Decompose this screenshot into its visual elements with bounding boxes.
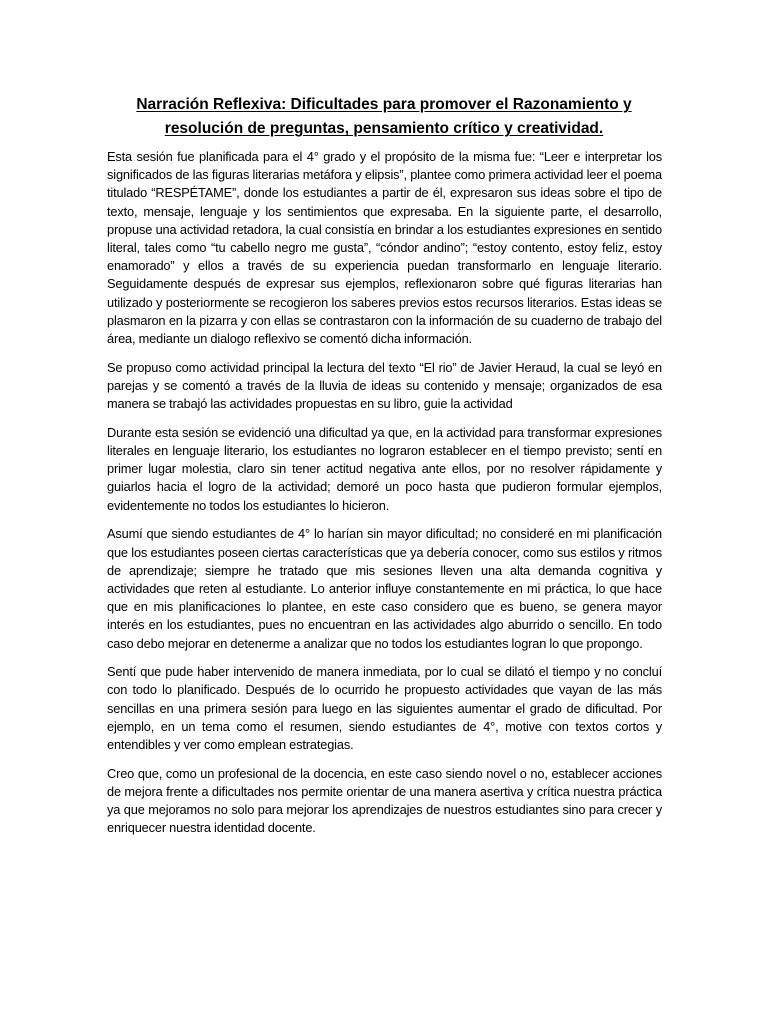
paragraph-1: Esta sesión fue planificada para el 4° grado y el propósito de la misma fue: “Leer e interpretar los significados de las figuras literarias metáfora y elipsis”, plantee como primera actividad leer el poema titulado “RESPÉTAME”, donde los estudiantes a partir de él, expresaron sus ideas sobre el tipo de texto, mensaje, lenguaje y los sentimientos que expresaba. En la siguiente parte, el desarrollo, propuse una actividad retadora, la cual consistía en brindar a los estudiantes expresiones en sentido literal, tales como “tu cabello negro me gusta”, “cóndor andino”; “estoy contento, estoy feliz, estoy enamorado” y ellos a través de su experiencia puedan transformarlo en lenguaje literario. Seguidamente después de expresar sus ejemplos, reflexionaron sobre qué figuras literarias han utilizado y posteriormente se recogieron los saberes previos estos recursos literarios. Estas ideas se plasmaron en la pizarra y con ellas se contrastaron con la información de su cuaderno de trabajo del área, mediante un dialogo reflexivo se comentó dicha información.	[107, 149, 662, 347]
document-title-text: Narración Reflexiva: Dificultades para promover el Razonamiento y resolución de preguntas, pensamiento crítico y creatividad.	[136, 96, 632, 137]
paragraph-3: Durante esta sesión se evidenció una dificultad ya que, en la actividad para transformar expresiones literales en lenguaje literario, los estudiantes no lograron establecer en el tiempo previsto; sentí en primer lugar molestia, claro sin tener actitud negativa ante ellos, por no resolver rápidamente y guiarlos hacia el logro de la actividad; demoré un poco hasta que pudieron formular ejemplos, evidentemente no todos los estudiantes lo hicieron.	[107, 424, 662, 513]
paragraph-4: Asumí que siendo estudiantes de 4° lo harían sin mayor dificultad; no consideré en mi planificación que los estudiantes poseen ciertas características que ya debería conocer, como sus estilos y ritmos de aprendizaje; siempre he tratado que mis sesiones lleven una alta demanda cognitiva y actividades que reten al estudiante. Lo anterior influye constantemente en mi práctica, lo que hace que en mis planificaciones lo plantee, en este caso considero que es bueno, se genera mayor interés en los estudiantes, pues no encuentran en las actividades algo aburrido o sencillo. En todo caso debo mejorar en detenerme a analizar que no todos los estudiantes logran lo que propongo.	[107, 526, 662, 651]
paragraph-5: Sentí que pude haber intervenido de manera inmediata, por lo cual se dilató el tiempo y no concluí con todo lo planificado. Después de lo ocurrido he propuesto actividades que vayan de las más sencillas en una primera sesión para luego en las siguientes aumentar el grado de dificultad. Por ejemplo, en un tema como el resumen, siendo estudiantes de 4°, motive con textos cortos y entendibles y ver como emplean estrategias.	[107, 664, 662, 753]
document-body	[107, 148, 662, 848]
paragraph-2: Se propuso como actividad principal la lectura del texto “El rio” de Javier Heraud, la cual se leyó en parejas y se comentó a través de la lluvia de ideas su contenido y mensaje; organizados de esa manera se trabajó las actividades propuestas en su libro, guie la actividad	[107, 359, 662, 412]
paragraph-6: Creo que, como un profesional de la docencia, en este caso siendo novel o no, establecer acciones de mejora frente a dificultades nos permite orientar de una manera asertiva y crítica nuestra práctica ya que mejoramos no solo para mejorar los aprendizajes de nuestros estudiantes sino para crecer y enriquecer nuestra identidad docente.	[107, 765, 662, 836]
document-title	[96, 93, 672, 141]
